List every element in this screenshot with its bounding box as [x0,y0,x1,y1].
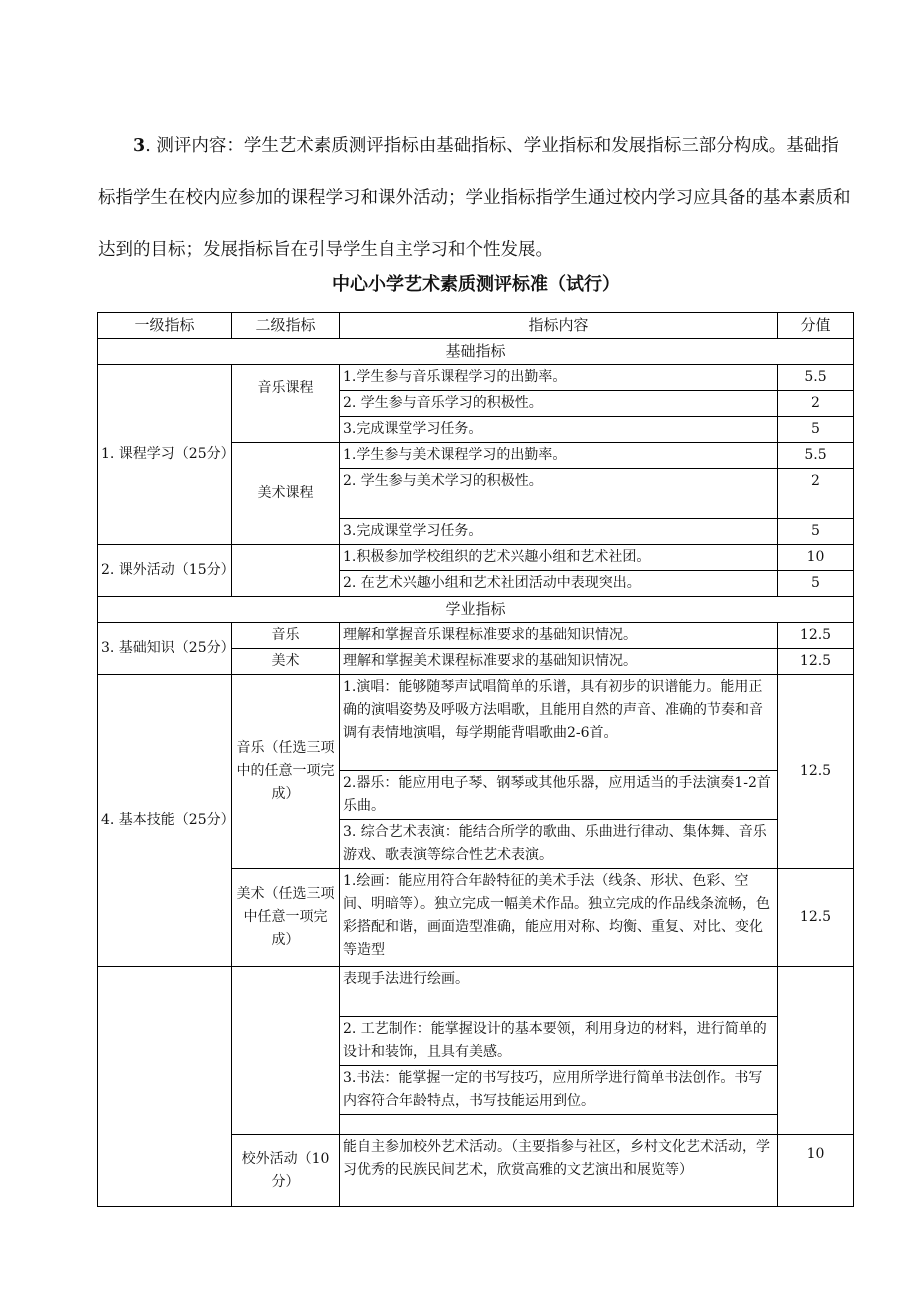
level2-outside: 校外活动（10分） [232,1135,340,1207]
score-cell: 12.5 [778,623,854,649]
content-cell: 能自主参加校外艺术活动。（主要指参与社区，乡村文化艺术活动，学习优秀的民族民间艺术，欣赏高雅的文艺演出和展览等） [340,1135,778,1207]
content-cell: 1.演唱：能够随琴声试唱简单的乐谱，具有初步的识谱能力。能用正确的演唱姿势及呼吸方法唱歌，且能用自然的声音、准确的节奏和音调有表情地演唱，每学期能背唱歌曲2-6首。 [340,675,778,771]
header-row [98,313,854,339]
level1-course: 1. 课程学习（25分） [98,365,232,545]
score-cell: 10 [778,1135,854,1207]
header-score: 分值 [778,313,854,339]
table-row [98,623,854,649]
content-cell: 1.绘画：能应用符合年龄特征的美术手法（线条、形状、色彩、空间、明暗等）。独立完成一幅美术作品。独立完成的作品线条流畅，色彩搭配和谐，画面造型准确，能应用对称、均衡、重复、对比、变化等造型 [340,869,778,967]
level2-art-course: 美术课程 [232,443,340,545]
score-cell: 12.5 [778,675,854,869]
content-cell: 2. 学生参与美术学习的积极性。 [340,469,778,519]
content-cell: 2. 在艺术兴趣小组和艺术社团活动中表现突出。 [340,571,778,597]
table-row [98,365,854,391]
content-cell: 3.书法：能掌握一定的书写技巧，应用所学进行简单书法创作。书写内容符合年龄特点，书写技能运用到位。 [340,1066,778,1115]
table-row [98,967,854,1017]
level2-knowledge-music: 音乐 [232,623,340,649]
intro-text: . 测评内容：学生艺术素质测评指标由基础指标、学业指标和发展指标三部分构成。基础指标指学生在校内应参加的课程学习和课外活动；学业指标指学生通过校内学习应具备的基本素质和达到的目标；发展指标旨在引导学生自主学习和个性发展。 [98,136,851,260]
content-cell: 3. 综合艺术表演：能结合所学的歌曲、乐曲进行律动、集体舞、音乐游戏、歌表演等综合性艺术表演。 [340,820,778,869]
content-cell: 3.完成课堂学习任务。 [340,417,778,443]
section-row-academic [98,597,854,623]
content-cell: 1.学生参与音乐课程学习的出勤率。 [340,365,778,391]
score-cell: 2 [778,391,854,417]
content-cell: 1.积极参加学校组织的艺术兴趣小组和艺术社团。 [340,545,778,571]
content-cell: 2.器乐：能应用电子琴、钢琴或其他乐器，应用适当的手法演奏1-2首乐曲。 [340,771,778,820]
score-cell: 2 [778,469,854,519]
content-cell: 表现手法进行绘画。 [340,967,778,1017]
score-cell: 10 [778,545,854,571]
header-content: 指标内容 [340,313,778,339]
header-level1: 一级指标 [98,313,232,339]
content-cell: 1.学生参与美术课程学习的出勤率。 [340,443,778,469]
level1-knowledge: 3. 基础知识（25分） [98,623,232,675]
score-cell: 5 [778,417,854,443]
level2-knowledge-art: 美术 [232,649,340,675]
level2-skills-music: 音乐（任选三项中的任意一项完成） [232,675,340,869]
table-row [98,675,854,771]
content-cell-empty [340,1115,778,1135]
level1-extracurricular: 2. 课外活动（15分） [98,545,232,597]
intro-number: 3 [133,136,146,156]
content-cell: 2. 学生参与音乐学习的积极性。 [340,391,778,417]
score-cell: 5.5 [778,365,854,391]
level2-music-course: 音乐课程 [232,365,340,443]
section-academic: 学业指标 [98,597,854,623]
level2-skills-art: 美术（任选三项中任意一项完成） [232,869,340,967]
score-cell: 12.5 [778,869,854,967]
score-cell: 12.5 [778,649,854,675]
evaluation-table [97,312,854,1207]
level2-empty [232,545,340,597]
score-cell: 5 [778,571,854,597]
score-cell: 5 [778,519,854,545]
intro-paragraph [98,120,854,276]
level2-empty [232,967,340,1135]
table-title: 中心小学艺术素质测评标准（试行） [332,274,620,295]
content-cell: 理解和掌握音乐课程标准要求的基础知识情况。 [340,623,778,649]
table-row [98,545,854,571]
score-cell: 5.5 [778,443,854,469]
section-row-basic [98,339,854,365]
content-cell: 3.完成课堂学习任务。 [340,519,778,545]
content-cell: 2. 工艺制作：能掌握设计的基本要领，利用身边的材料，进行简单的设计和装饰，且具有美感。 [340,1017,778,1066]
section-basic: 基础指标 [98,339,854,365]
content-cell: 理解和掌握美术课程标准要求的基础知识情况。 [340,649,778,675]
level1-empty [98,967,232,1207]
level1-skills: 4. 基本技能（25分） [98,675,232,967]
header-level2: 二级指标 [232,313,340,339]
score-empty [778,967,854,1135]
